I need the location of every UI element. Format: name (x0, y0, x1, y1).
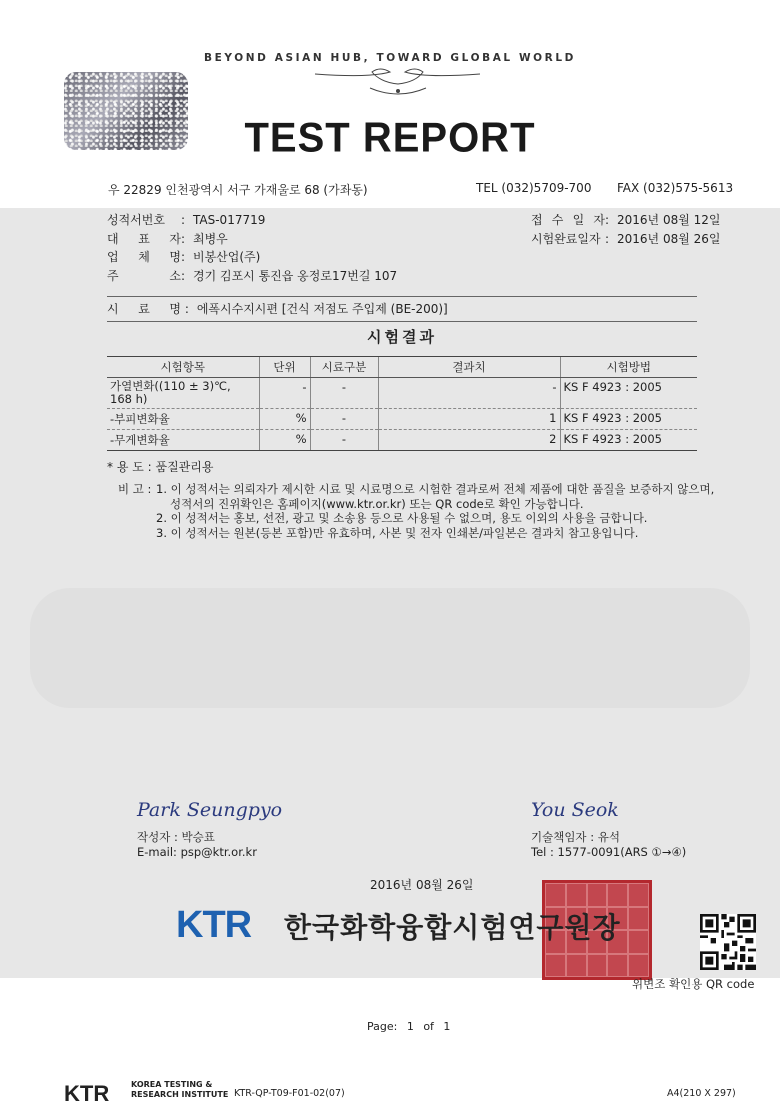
tech-signature: You Seok (531, 799, 619, 821)
footer-inst-line: RESEARCH INSTITUTE (131, 1090, 229, 1099)
background-band (0, 208, 780, 978)
table-row (107, 409, 697, 430)
header-unit: 단위 (259, 357, 310, 378)
table-row (107, 378, 697, 409)
cell-unit: - (259, 378, 310, 409)
received-date: 2016년 08월 12일 (617, 213, 721, 227)
tagline: BEYOND ASIAN HUB, TOWARD GLOBAL WORLD (204, 52, 576, 64)
client-address: 경기 김포시 통진읍 옹정로17번길 107 (193, 268, 398, 283)
usage-line: * 용 도 : 품질관리용 (107, 460, 214, 474)
tech-info (531, 830, 686, 860)
institute-name: 한국화학융합시험연구원장 (284, 911, 621, 944)
footer-inst-line: KOREA TESTING & (131, 1080, 213, 1089)
cell-item: -부피변화율 (107, 409, 259, 430)
table-row (107, 430, 697, 451)
qr-label: 위변조 확인용 QR code (632, 977, 755, 991)
notes-label: 비 고 : (118, 482, 152, 496)
company-label: 업 체 명 (107, 250, 181, 264)
header-method: 시험방법 (560, 357, 697, 378)
footer-ktr-logo: KTR (64, 1081, 110, 1102)
sample-label: 시 료 명 (107, 302, 181, 316)
date-info: 접 수 일 자 : 2016년 08월 12일 시험완료일자 : 2016년 08월 26일 (531, 211, 720, 248)
ornament-icon (310, 64, 485, 104)
note-line: 3. 이 성적서는 원본(등본 포함)만 유효하며, 사본 및 전자 인쇄본/파일본은 결과치 참고용입니다. (156, 525, 639, 540)
qr-code-icon (700, 914, 756, 970)
header-result: 결과치 (378, 357, 560, 378)
cell-unit: % (259, 409, 310, 430)
completed-label: 시험완료일자 (531, 231, 601, 246)
lab-tel: TEL (032)5709-700 (476, 181, 592, 195)
writer-signature: Park Seungpyo (137, 799, 283, 821)
paper-size: A4(210 X 297) (667, 1088, 736, 1099)
cell-item: 가열변화((110 ± 3)℃, 168 h) (107, 378, 259, 409)
cell-method: KS F 4923 : 2005 (560, 378, 697, 409)
page-number: Page: 1 of 1 (367, 1020, 451, 1033)
cell-unit: % (259, 430, 310, 451)
note-line: 성적서의 진위확인은 홈페이지(www.ktr.or.kr) 또는 QR code로 확인 가능합니다. (170, 496, 584, 511)
cell-item: -무게변화율 (107, 430, 259, 451)
cell-sample: - (310, 430, 378, 451)
note-line: 2. 이 성적서는 홍보, 선전, 광고 및 소송용 등으로 사용될 수 없으며, 용도 이외의 사용을 금합니다. (156, 511, 648, 525)
footer-institute (131, 1080, 228, 1100)
cell-method: KS F 4923 : 2005 (560, 409, 697, 430)
report-no: TAS-017719 (193, 213, 266, 227)
company-name: 비봉산업(주) (193, 250, 261, 264)
notes (118, 482, 714, 540)
writer-email: E-mail: psp@ktr.or.kr (137, 845, 257, 859)
cell-sample: - (310, 409, 378, 430)
cell-result: 2 (378, 430, 560, 451)
note-line: 1. 이 성적서는 의뢰자가 제시한 시료 및 시료명으로 시험한 결과로써 전체 제품에 대한 품질을 보증하지 않으며, (156, 482, 715, 496)
page-title: TEST REPORT (244, 114, 536, 162)
lab-fax: FAX (032)575-5613 (617, 181, 734, 195)
sample-name: 에폭시수지시편 [건식 저점도 주입제 (BE-200)] (196, 302, 448, 316)
received-label: 접 수 일 자 (531, 213, 605, 227)
cell-result: - (378, 378, 560, 409)
tech-tel: Tel : 1577-0091(ARS ①→④) (531, 845, 687, 859)
rep-name: 최병우 (193, 231, 228, 246)
cell-sample: - (310, 378, 378, 409)
report-no-label: 성적서번호 (107, 213, 165, 227)
cell-result: 1 (378, 409, 560, 430)
results-table (107, 356, 697, 451)
header-item: 시험항목 (107, 357, 259, 378)
cell-method: KS F 4923 : 2005 (560, 430, 697, 451)
lab-address: 우 22829 인천광역시 서구 가재울로 68 (가좌동) (108, 183, 368, 197)
form-code: KTR-QP-T09-F01-02(07) (234, 1088, 345, 1099)
writer-info (137, 830, 257, 860)
client-address-label: 주 소 (107, 268, 181, 283)
issue-date: 2016년 08월 26일 (370, 878, 474, 892)
tech-name: 기술책임자 : 유석 (531, 830, 620, 844)
header-sample: 시료구분 (310, 357, 378, 378)
ktr-logo: KTR (176, 904, 252, 946)
results-title: 시험결과 (367, 328, 437, 346)
writer-name: 작성자 : 박승표 (137, 830, 215, 844)
client-info: 성적서번호 : TAS-017719 대 표 자 : 최병우 업 체 명 : 비봉산업(주) 주 소 : 경기 김포시 통진읍 옹정로17번길 107 (107, 211, 397, 285)
completed-date: 2016년 08월 26일 (617, 231, 721, 246)
sample-row: 시 료 명 : 에폭시수지시편 [건식 저점도 주입제 (BE-200)] (107, 296, 697, 322)
rep-label: 대 표 자 (107, 231, 181, 246)
